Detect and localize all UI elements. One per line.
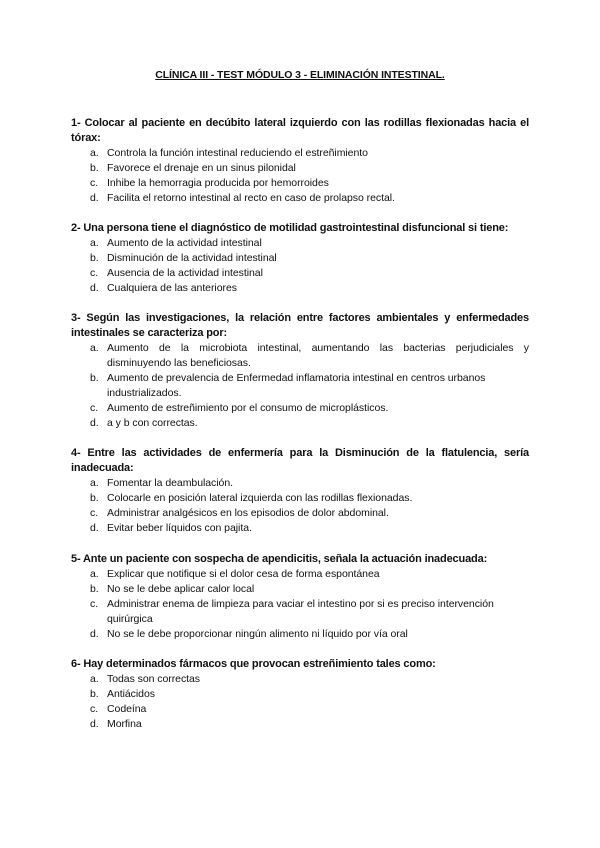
- option-text: Controla la función intestinal reduciendo el estreñimiento: [107, 147, 368, 159]
- option-list: [71, 672, 529, 732]
- option-item: [71, 506, 529, 521]
- option-item: [71, 476, 529, 491]
- option-item: [71, 341, 529, 371]
- option-item: [71, 567, 529, 582]
- option-item: [71, 672, 529, 687]
- question-2: [71, 221, 529, 296]
- option-item: [71, 702, 529, 717]
- option-letter: c.: [90, 402, 99, 414]
- option-item: [71, 627, 529, 642]
- option-letter: c.: [90, 177, 99, 189]
- option-letter: c.: [90, 703, 99, 715]
- option-item: [71, 176, 529, 191]
- option-letter: a.: [90, 237, 99, 249]
- option-text: Administrar enema de limpieza para vaciar el intestino por si es preciso intervención quirúrgica: [107, 598, 494, 625]
- option-letter: d.: [90, 628, 99, 640]
- option-item: [71, 491, 529, 506]
- option-item: [71, 416, 529, 431]
- option-text: Explicar que notifique si el dolor cesa de forma espontánea: [107, 568, 380, 580]
- option-item: [71, 281, 529, 296]
- question-3: [71, 311, 529, 431]
- option-letter: a.: [90, 342, 99, 354]
- option-list: [71, 567, 529, 642]
- option-letter: d.: [90, 718, 99, 730]
- question-text: 5- Ante un paciente con sospecha de apendicitis, señala la actuación inadecuada:: [71, 553, 488, 565]
- option-text: a y b con correctas.: [107, 417, 198, 429]
- option-letter: a.: [90, 477, 99, 489]
- option-item: [71, 161, 529, 176]
- question-5: [71, 552, 529, 642]
- option-text: Favorece el drenaje en un sinus pilonidal: [107, 162, 296, 174]
- option-list: [71, 341, 529, 431]
- option-text: No se le debe proporcionar ningún alimento ni líquido por vía oral: [107, 628, 408, 640]
- option-text: Aumento de la actividad intestinal: [107, 237, 262, 249]
- option-text: Aumento de la microbiota intestinal, aumentando las bacterias perjudiciales y disminuyendo las beneficiosas.: [107, 342, 529, 369]
- question-text: 1- Colocar al paciente en decúbito lateral izquierdo con las rodillas flexionadas hacia el tórax:: [71, 117, 529, 144]
- option-letter: d.: [90, 522, 99, 534]
- option-text: Cualquiera de las anteriores: [107, 282, 237, 294]
- option-letter: b.: [90, 372, 99, 384]
- option-item: [71, 687, 529, 702]
- option-text: Administrar analgésicos en los episodios de dolor abdominal.: [107, 507, 389, 519]
- question-text: 3- Según las investigaciones, la relación entre factores ambientales y enfermedades intestinales se caracteriza por:: [71, 312, 529, 339]
- option-text: Ausencia de la actividad intestinal: [107, 267, 263, 279]
- question-4: [71, 446, 529, 536]
- option-letter: c.: [90, 598, 99, 610]
- option-letter: b.: [90, 252, 99, 264]
- question-text: 6- Hay determinados fármacos que provocan estreñimiento tales como:: [71, 658, 436, 670]
- option-text: Aumento de prevalencia de Enfermedad inflamatoria intestinal en centros urbanos industrializados.: [107, 372, 486, 399]
- question-1: [71, 116, 529, 206]
- option-text: Aumento de estreñimiento por el consumo de microplásticos.: [107, 402, 389, 414]
- option-text: Todas son correctas: [107, 673, 201, 685]
- option-item: [71, 597, 529, 627]
- option-item: [71, 717, 529, 732]
- option-item: [71, 236, 529, 251]
- option-letter: a.: [90, 673, 99, 685]
- option-list: [71, 476, 529, 536]
- option-item: [71, 521, 529, 536]
- option-letter: d.: [90, 192, 99, 204]
- option-letter: c.: [90, 507, 99, 519]
- question-6: [71, 657, 529, 732]
- document-title: CLÍNICA III - TEST MÓDULO 3 - ELIMINACIÓN INTESTINAL.: [155, 69, 445, 81]
- option-letter: d.: [90, 282, 99, 294]
- option-item: [71, 582, 529, 597]
- option-letter: a.: [90, 147, 99, 159]
- question-text: 2- Una persona tiene el diagnóstico de motilidad gastrointestinal disfuncional si tiene:: [71, 222, 509, 234]
- option-text: Evitar beber líquidos con pajita.: [107, 522, 252, 534]
- option-list: [71, 146, 529, 206]
- option-text: Antiácidos: [107, 688, 155, 700]
- question-text: 4- Entre las actividades de enfermería para la Disminución de la flatulencia, sería inadecuada:: [71, 447, 529, 474]
- option-text: Colocarle en posición lateral izquierda con las rodillas flexionadas.: [107, 492, 413, 504]
- option-text: Inhibe la hemorragia producida por hemorroides: [107, 177, 329, 189]
- option-item: [71, 146, 529, 161]
- option-text: No se le debe aplicar calor local: [107, 583, 255, 595]
- option-letter: a.: [90, 568, 99, 580]
- option-text: Morfina: [107, 718, 142, 730]
- option-letter: b.: [90, 583, 99, 595]
- option-item: [71, 191, 529, 206]
- option-text: Disminución de la actividad intestinal: [107, 252, 277, 264]
- option-letter: d.: [90, 417, 99, 429]
- option-item: [71, 266, 529, 281]
- option-item: [71, 251, 529, 266]
- option-list: [71, 236, 529, 296]
- option-letter: c.: [90, 267, 99, 279]
- option-text: Facilita el retorno intestinal al recto en caso de prolapso rectal.: [107, 192, 395, 204]
- option-letter: b.: [90, 492, 99, 504]
- option-text: Codeína: [107, 703, 147, 715]
- option-letter: b.: [90, 162, 99, 174]
- option-item: [71, 401, 529, 416]
- option-text: Fomentar la deambulación.: [107, 477, 233, 489]
- option-item: [71, 371, 529, 401]
- option-letter: b.: [90, 688, 99, 700]
